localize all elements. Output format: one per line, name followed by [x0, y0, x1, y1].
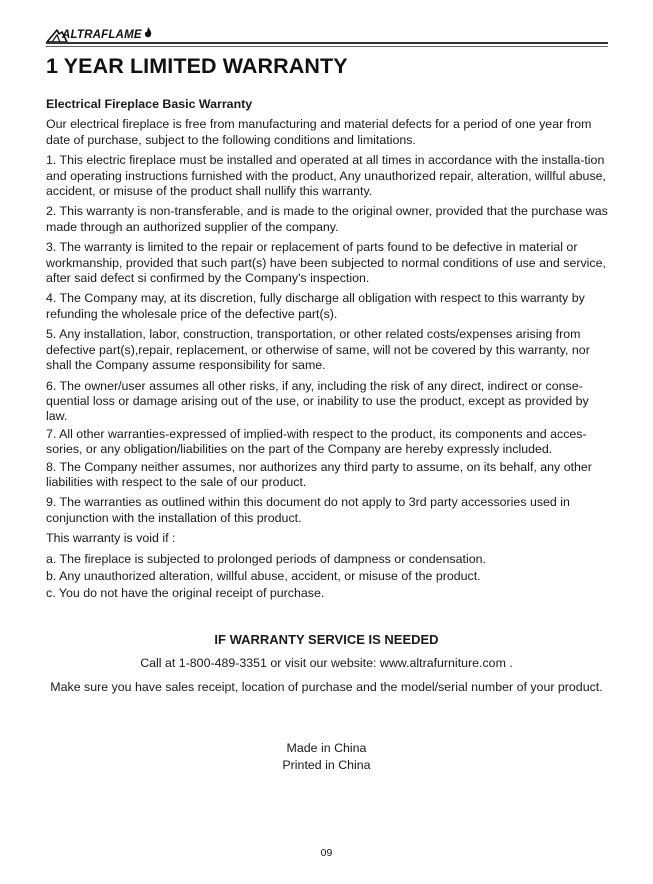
brand-name: ALTRAFLAME	[62, 28, 142, 41]
condition-item: 4. The Company may, at its discretion, fully discharge all obligation with respect to this warranty by refunding the wholesale price of the defective part(s).	[46, 291, 585, 321]
condition-item: 5. Any installation, labor, construction, transportation, or other related costs/expenses arising from defective part(s),repair, replacement, or otherwise of same, will not be covered by this warranty, nor shall the Company assume responsibility for same.	[46, 327, 590, 373]
condition-item: 7. All other warranties-expressed of implied-with respect to the product, its components and acces-sories, or any obligation/liabilities on the part of the Company are hereby expressly included.	[46, 426, 587, 457]
header-rule	[46, 42, 608, 44]
void-item: b. Any unauthorized alteration, willful abuse, accident, or misuse of the product.	[46, 568, 481, 583]
header-rule-thin	[46, 46, 608, 47]
section-subtitle: Electrical Fireplace Basic Warranty	[46, 97, 253, 111]
warranty-body	[46, 97, 612, 604]
page-title: 1 YEAR LIMITED WARRANTY	[46, 54, 348, 78]
flame-icon	[143, 26, 153, 40]
condition-item: 8. The Company neither assumes, nor authorizes any third party to assume, on its behalf, any other liabilities with respect to the sale of our product.	[46, 459, 592, 489]
condition-item: 9. The warranties as outlined within this document do not apply to 3rd party accessories used in conjunction with the installation of this product.	[46, 495, 570, 525]
service-contact: Call at 1-800-489-3351 or visit our website: www.altrafurniture.com .	[140, 656, 513, 670]
brand-logo	[46, 23, 153, 43]
service-note: Make sure you have sales receipt, location of purchase and the model/serial number of your product.	[50, 680, 603, 694]
made-in-label: Made in China	[286, 741, 367, 755]
origin-info	[0, 740, 653, 774]
condition-item: 2. This warranty is non-transferable, and is made to the original owner, provided that the purchase was made through an authorized supplier of the company.	[46, 204, 608, 234]
condition-item: 3. The warranty is limited to the repair or replacement of parts found to be defective in material or workmanship, provided that such part(s) have been subjected to normal conditions of use and service, after said defect si confirmed by the Company's inspection.	[46, 240, 606, 286]
void-intro: This warranty is void if :	[46, 531, 176, 546]
page-header	[46, 20, 608, 48]
service-title: IF WARRANTY SERVICE IS NEEDED	[214, 632, 439, 647]
void-item: c. You do not have the original receipt of purchase.	[46, 586, 325, 601]
condition-item: 6. The owner/user assumes all other risks, if any, including the risk of any direct, indirect or conse-quential loss or damage arising out of the use, or inability to use the product, except as provided by law.	[46, 378, 589, 424]
printed-in-label: Printed in China	[282, 758, 371, 772]
intro-paragraph: Our electrical fireplace is free from manufacturing and material defects for a period of one year from date of purchase, subject to the following conditions and limitations.	[46, 117, 592, 147]
void-item: a. The fireplace is subjected to prolonged periods of dampness or condensation.	[46, 551, 486, 566]
condition-item: 1. This electric fireplace must be installed and operated at all times in accordance with the installa-tion and operating instructions furnished with the product, Any unauthorized repair, alteration, willful abuse, accident, or misuse of the product shall nullify this warranty.	[46, 153, 606, 199]
page-number: 09	[320, 847, 333, 859]
